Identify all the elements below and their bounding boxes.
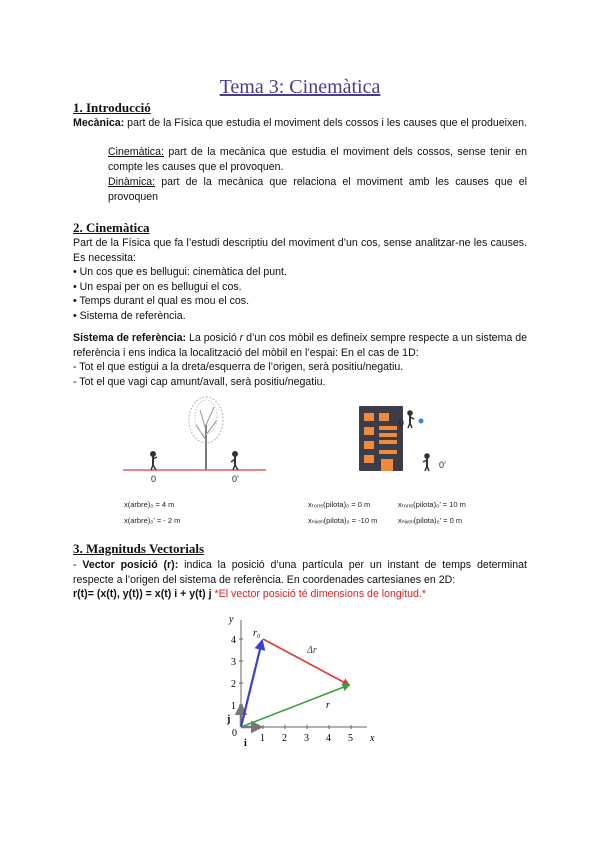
x-axis-label: x: [370, 733, 375, 744]
y-tick-label: 2: [231, 679, 236, 690]
ball-icon: [419, 419, 424, 424]
caption-torre-o: xₜₒᵣᵣₑ(pilota)₀ = 0 m: [308, 500, 371, 509]
dinamica-paragraph: [108, 175, 527, 204]
r0-label: r₀: [253, 628, 261, 639]
bullet-item: • Sistema de referència.: [73, 310, 186, 322]
vector-posicio-paragraph: [73, 558, 527, 587]
label-origin-op: 0’: [232, 474, 240, 484]
vector-r0: [241, 641, 262, 727]
x-tick-label: 1: [260, 733, 265, 744]
dash-item: - Tot el que estigui a la dreta/esquerra de l’origen, serà positiu/negatiu.: [73, 361, 404, 373]
label-origin-op-building: 0’: [439, 460, 447, 470]
bullet-item: • Un cos que es bellugui: cinemàtica del punt.: [73, 266, 287, 278]
caption-nivell-o: xₙᵢᵥₑₗₗ(pilota)₀ = -10 m: [308, 516, 378, 525]
tree-icon: [189, 397, 223, 470]
vector-delta-r: [263, 639, 349, 685]
vector-r: [241, 685, 349, 727]
label-origin-o-building: 0: [399, 418, 405, 428]
dimension-note: *El vector posició té dimensions de longitud.*: [211, 588, 426, 600]
tree-reference-figure: [118, 395, 268, 485]
observer-o-icon: [151, 452, 158, 471]
cinematica-intro: Part de la Física que fa l’estudi descriptiu del moviment d’un cos, sense analitzar-ne les causes. Es necessita:: [73, 237, 527, 264]
delta-r-label: Δr: [307, 645, 317, 656]
page-title: Tema 3: Cinemàtica: [219, 76, 381, 98]
vector-posicio-label: Vector posició (r):: [82, 559, 179, 571]
dinamica-label: Dinàmica:: [108, 176, 156, 188]
vp-dash: -: [73, 559, 83, 571]
section-heading-introduccio: 1. Introducció: [73, 100, 151, 115]
section-heading-cinematica: 2. Cinemàtica: [73, 220, 150, 235]
sr-r-symbol: r: [239, 332, 244, 344]
y-tick-label: 1: [231, 701, 236, 712]
sistema-referencia-label: Sistema de referència:: [73, 332, 187, 344]
sr-text-b: d’un cos mòbil es defineix sempre respecte a un sistema de referència i ens indica la localització del mòbil en l’espai: En el cas de 1D:: [73, 332, 528, 359]
section-heading-magnituds: 3. Magnituds Vectorials: [73, 541, 205, 556]
mecanica-text: part de la Física que estudia el moviment dels cossos i les causes que el produeixen.: [124, 117, 528, 129]
person-ground-icon: [423, 454, 429, 471]
x-tick-label: 5: [348, 733, 353, 744]
caption-arbre-op: x(arbre)₀’ = - 2 m: [124, 516, 181, 525]
mecanica-paragraph: [73, 116, 527, 131]
y-tick-label: 4: [231, 635, 236, 646]
sr-text-a: La posició: [186, 332, 240, 344]
x-tick-label: 3: [304, 733, 309, 744]
bullet-item: • Temps durant el qual es mou el cos.: [73, 295, 250, 307]
mecanica-label: Mecànica:: [73, 117, 125, 129]
cinematica-text: part de la mecànica que estudia el moviment dels cossos, sense tenir en compte les causes que el provoquen.: [108, 146, 527, 173]
dinamica-text: part de la mecànica que relaciona el moviment amb les causes que el provoquen: [108, 176, 527, 203]
x-tick-label: 2: [282, 733, 287, 744]
caption-arbre-o: x(arbre)₀ = 4 m: [124, 500, 175, 509]
building-reference-figure: [355, 404, 465, 474]
dash-item: - Tot el que vagi cap amunt/avall, serà positiu/negatiu.: [73, 376, 326, 388]
unit-j-label: j: [227, 714, 231, 725]
caption-nivell-op: xₙᵢᵥₑₗₗ(pilota)₀’ = 0 m: [398, 516, 463, 525]
y-axis-label: y: [229, 614, 234, 625]
building-icon: [359, 406, 403, 471]
vector-posicio-text: indica la posició d’una partícula per un instant de temps determinat respecte a l’origen del sistema de referència. En coordenades cartesianes en 2D:: [73, 559, 527, 586]
formula-line: [73, 587, 426, 602]
sistema-referencia-paragraph: [73, 331, 527, 360]
origin-label: 0: [232, 728, 237, 739]
y-tick-label: 3: [231, 657, 236, 668]
cinematica-paragraph: [108, 145, 527, 174]
position-vector-graph: [215, 610, 390, 755]
caption-torre-op: xₜₒᵣᵣₑ(pilota)₀’ = 10 m: [398, 500, 466, 509]
bullet-item: • Un espai per on es bellugui el cos.: [73, 281, 242, 293]
label-origin-o: 0: [151, 474, 157, 484]
x-tick-label: 4: [326, 733, 331, 744]
observer-op-icon: [231, 452, 238, 471]
r-label: r: [326, 700, 330, 711]
person-top-icon: [408, 411, 414, 428]
unit-i-label: i: [244, 738, 247, 749]
cinematica-label: Cinemàtica:: [108, 146, 164, 158]
position-formula: r(t)= (x(t), y(t)) = x(t) i + y(t) j: [73, 588, 212, 600]
